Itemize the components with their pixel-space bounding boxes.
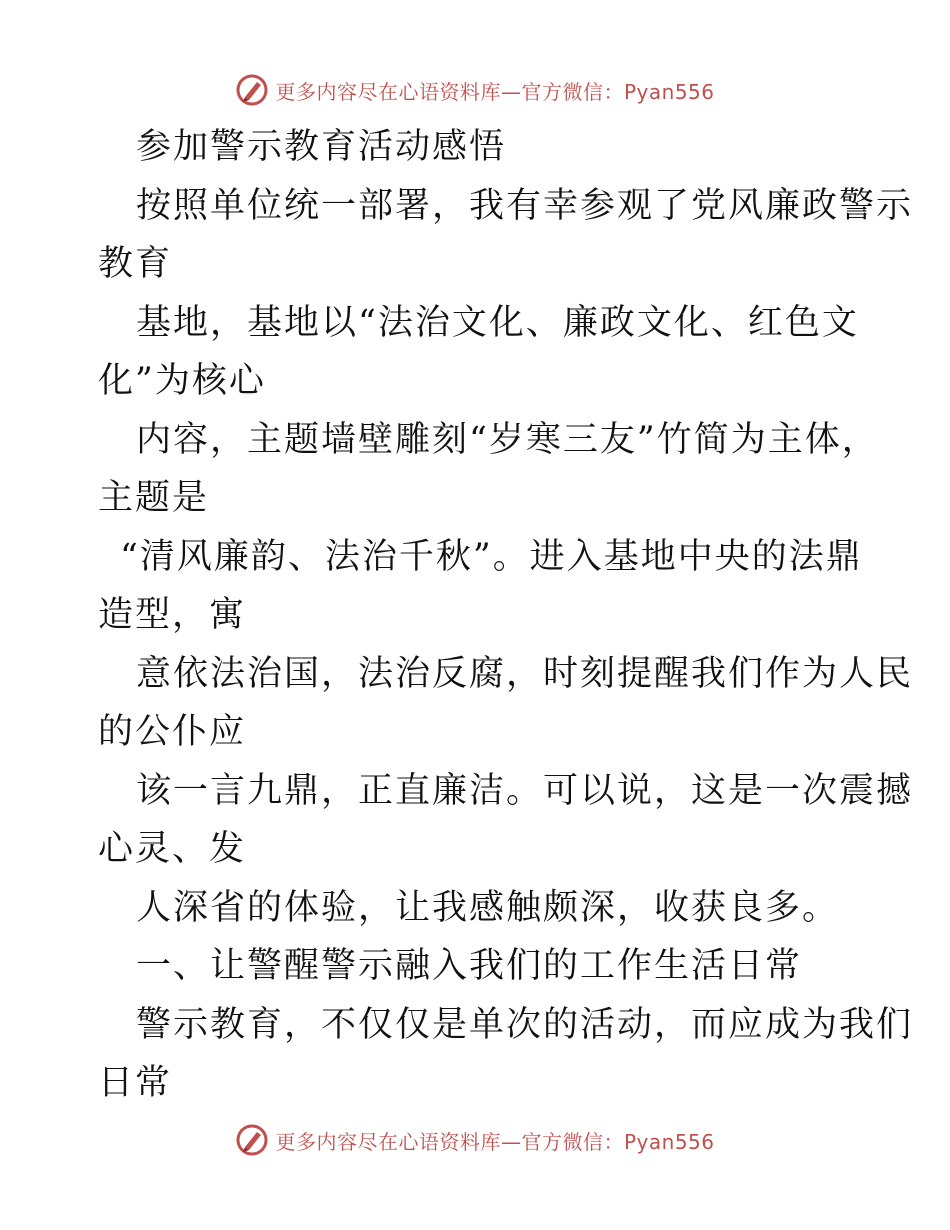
text-line: 意依法治国，法治反腐，时刻提醒我们作为人民: [136, 653, 914, 694]
text-line: “清风廉韵、法治千秋”。进入基地中央的法鼎: [120, 536, 863, 577]
watermark-dash: —: [500, 79, 522, 104]
text-line: 人深省的体验，让我感触颇深，收获良多。: [136, 887, 840, 928]
text-line: 按照单位统一部署，我有幸参观了党风廉政警示: [136, 185, 914, 226]
pen-logo-icon: [235, 1123, 269, 1157]
watermark-wechat-id: Pyan556: [623, 79, 715, 104]
footer-watermark: [0, 1120, 950, 1160]
text-line: 日常: [98, 1063, 173, 1103]
text-line: 心灵、发: [98, 829, 247, 869]
header-watermark: [0, 70, 950, 110]
watermark-wechat-label: 官方微信：: [521, 79, 624, 104]
watermark-brand: 更多内容尽在心语资料库: [275, 79, 501, 104]
text-line: 主题是: [98, 478, 210, 518]
section-heading: 一、让警醒警示融入我们的工作生活日常: [136, 946, 803, 986]
text-line: 造型，寓: [98, 595, 247, 635]
text-line: 基地，基地以“法治文化、廉政文化、红色文: [136, 302, 859, 343]
text-line: 教育: [98, 244, 173, 284]
text-line: 内容，主题墙壁雕刻“岁寒三友”竹简为主体，: [136, 419, 879, 460]
text-line: 该一言九鼎，正直廉洁。可以说，这是一次震撼: [136, 770, 914, 811]
text-line: 的公仆应: [98, 712, 247, 752]
watermark-brand: 更多内容尽在心语资料库: [275, 1129, 501, 1154]
document-body: [98, 118, 914, 1113]
text-line: 警示教育，不仅仅是单次的活动，而应成为我们: [136, 1004, 914, 1045]
pen-logo-icon: [235, 73, 269, 107]
watermark-wechat-id: Pyan556: [623, 1129, 715, 1154]
watermark-dash: —: [500, 1129, 522, 1154]
watermark-wechat-label: 官方微信：: [521, 1129, 624, 1154]
document-title: 参加警示教育活动感悟: [136, 127, 507, 167]
text-line: 化”为核心: [98, 361, 266, 401]
